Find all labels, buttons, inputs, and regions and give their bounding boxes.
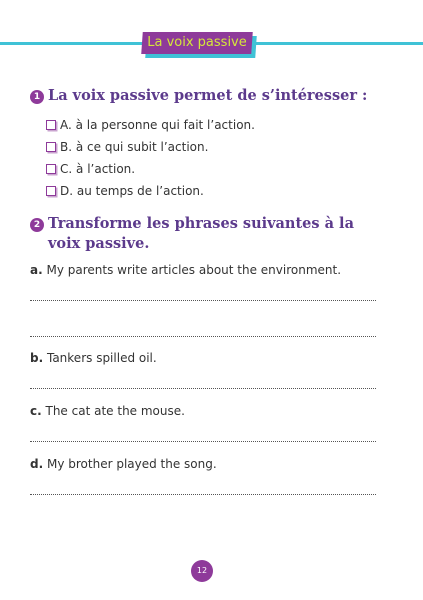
checkbox-icon[interactable] xyxy=(46,142,56,152)
sentence-a xyxy=(30,261,341,279)
sentence-b-text: Tankers spilled oil. xyxy=(46,351,157,365)
answer-line-a2[interactable] xyxy=(30,336,376,337)
option-b-label: B. xyxy=(60,140,73,154)
question-2-text: Transforme les phrases suivantes à la voix passive. xyxy=(48,215,354,252)
title-banner xyxy=(142,32,258,58)
sentence-c-text: The cat ate the mouse. xyxy=(45,404,185,418)
sentence-d-label: d. xyxy=(30,457,44,471)
option-a-text: à la personne qui fait l’action. xyxy=(75,118,255,132)
option-d[interactable] xyxy=(46,182,204,200)
sentence-c xyxy=(30,402,185,420)
sentence-a-label: a. xyxy=(30,263,43,277)
question-2 xyxy=(30,214,378,254)
answer-line-b[interactable] xyxy=(30,388,376,389)
option-b-text: à ce qui subit l’action. xyxy=(75,140,209,154)
checkbox-icon[interactable] xyxy=(46,164,56,174)
sentence-b xyxy=(30,349,157,367)
sentence-a-text: My parents write articles about the environment. xyxy=(46,263,342,277)
question-1 xyxy=(30,86,367,106)
sentence-c-label: c. xyxy=(30,404,42,418)
sentence-d xyxy=(30,455,217,473)
option-d-label: D. xyxy=(60,184,74,198)
checkbox-icon[interactable] xyxy=(46,186,56,196)
page-title: La voix passive xyxy=(147,35,247,50)
sentence-b-label: b. xyxy=(30,351,44,365)
option-c-label: C. xyxy=(60,162,73,176)
answer-line-c[interactable] xyxy=(30,441,376,442)
question-1-text: La voix passive permet de s’intéresser : xyxy=(48,87,368,104)
option-d-text: au temps de l’action. xyxy=(76,184,204,198)
checkbox-icon[interactable] xyxy=(46,120,56,130)
sentence-d-text: My brother played the song. xyxy=(46,457,217,471)
answer-line-a1[interactable] xyxy=(30,300,376,301)
answer-line-d[interactable] xyxy=(30,494,376,495)
option-c-text: à l’action. xyxy=(76,162,136,176)
option-b[interactable] xyxy=(46,138,208,156)
page-number: 12 xyxy=(191,560,213,582)
question-2-number: 2 xyxy=(30,218,44,232)
question-1-number: 1 xyxy=(30,90,44,104)
option-a[interactable] xyxy=(46,116,255,134)
option-c[interactable] xyxy=(46,160,135,178)
option-a-label: A. xyxy=(60,118,72,132)
